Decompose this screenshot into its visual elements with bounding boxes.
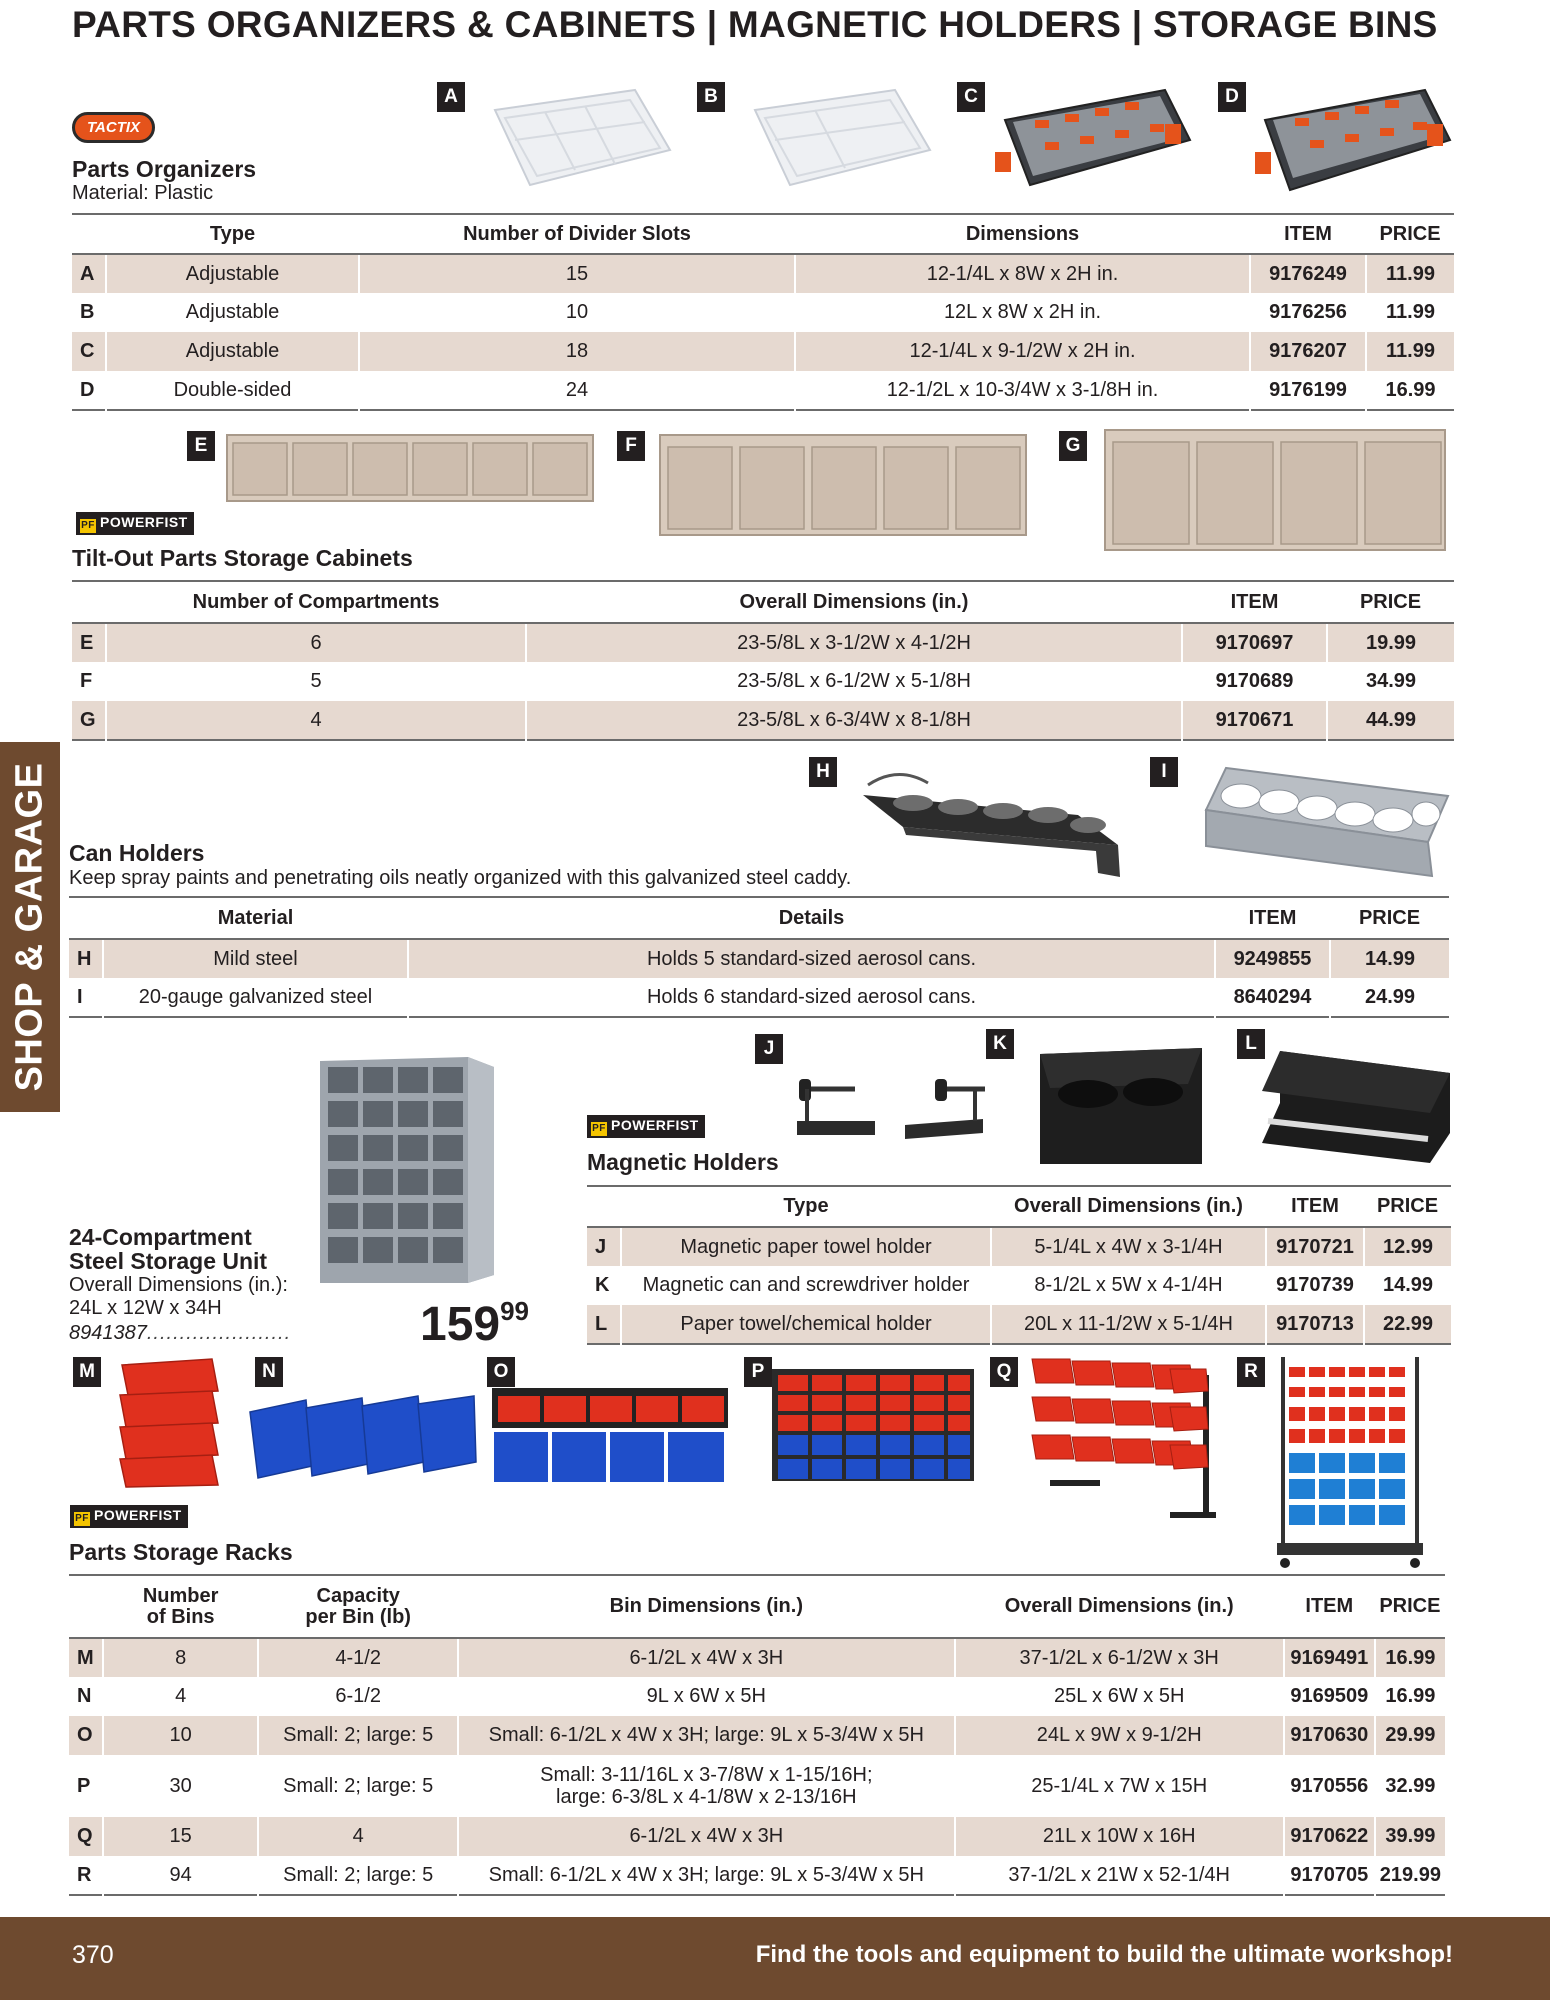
- row-letter: G: [72, 701, 106, 740]
- col-header-item: ITEM: [1250, 214, 1366, 254]
- row-bin-dimensions: Small: 6-1/2L x 4W x 3H; large: 9L x 5-3/4W x 5H: [458, 1856, 955, 1895]
- row-price: 19.99: [1327, 623, 1454, 662]
- footer: [0, 1917, 1550, 2000]
- row-price: 24.99: [1330, 978, 1449, 1017]
- row-price: 16.99: [1375, 1677, 1445, 1716]
- product-image-p: [770, 1367, 976, 1487]
- col-header-item: ITEM: [1284, 1575, 1375, 1638]
- product-image-b: [735, 80, 935, 200]
- product-image-storage-unit: [318, 1055, 496, 1285]
- leader-dots: ......................: [146, 1322, 292, 1344]
- racks-title: Parts Storage Racks: [69, 1539, 293, 1565]
- col-header-item: ITEM: [1215, 897, 1330, 939]
- image-label-k: K: [986, 1029, 1014, 1059]
- row-overall-dimensions: 37-1/2L x 6-1/2W x 3H: [955, 1638, 1284, 1677]
- table-row: [587, 1266, 1451, 1305]
- col-header: [587, 1186, 621, 1227]
- col-header: [72, 581, 106, 623]
- row-price: 29.99: [1375, 1716, 1445, 1755]
- product-image-h: [858, 765, 1128, 881]
- row-letter: E: [72, 623, 106, 662]
- row-bins: 10: [103, 1716, 258, 1755]
- row-dimensions: 12-1/2L x 10-3/4W x 3-1/8H in.: [795, 371, 1250, 410]
- row-item: 9170697: [1182, 623, 1327, 662]
- row-letter: N: [77, 1685, 92, 1707]
- row-letter: O: [69, 1716, 103, 1755]
- row-letter: M: [69, 1638, 103, 1677]
- image-label-g: G: [1059, 431, 1087, 461]
- col-header-item: ITEM: [1266, 1186, 1364, 1227]
- row-capacity: Small: 2; large: 5: [258, 1856, 458, 1895]
- image-label-m: M: [73, 1357, 101, 1387]
- image-label-r: R: [1237, 1357, 1265, 1387]
- row-price: 11.99: [1366, 332, 1454, 371]
- col-header-price: PRICE: [1366, 214, 1454, 254]
- row-item: 9176249: [1250, 254, 1366, 293]
- row-item: 9176199: [1250, 371, 1366, 410]
- row-slots: 24: [359, 371, 795, 410]
- product-image-n: [246, 1392, 478, 1484]
- product-image-k: [1038, 1044, 1204, 1168]
- row-dimensions: 12-1/4L x 9-1/2W x 2H in.: [795, 332, 1250, 371]
- magnetic-holders-table: [587, 1185, 1451, 1345]
- row-item: 8640294: [1215, 978, 1330, 1017]
- table-row: [587, 1305, 1451, 1344]
- storage-unit-price: [420, 1296, 529, 1352]
- row-letter: L: [587, 1305, 621, 1344]
- row-overall-dimensions: 21L x 10W x 16H: [955, 1817, 1284, 1856]
- col-header-compartments: Number of Compartments: [106, 581, 526, 623]
- row-material: Mild steel: [103, 939, 408, 978]
- table-row: [72, 662, 1454, 701]
- row-price: 34.99: [1327, 662, 1454, 701]
- table-header-row: [69, 1575, 1445, 1638]
- table-header-row: [72, 214, 1454, 254]
- row-dimensions: 23-5/8L x 6-3/4W x 8-1/8H: [526, 701, 1182, 740]
- row-letter: I: [77, 985, 83, 1008]
- col-header-price: PRICE: [1375, 1575, 1445, 1638]
- row-type: Adjustable: [106, 293, 359, 332]
- can-holders-title: Can Holders: [69, 840, 205, 866]
- col-header-overall-dimensions: Overall Dimensions (in.): [955, 1575, 1284, 1638]
- col-header-dimensions: Dimensions: [795, 214, 1250, 254]
- col-header-bins: Number of Bins: [103, 1575, 258, 1638]
- magnetic-holders-title: Magnetic Holders: [587, 1149, 779, 1175]
- col-header-dimensions: Overall Dimensions (in.): [991, 1186, 1266, 1227]
- row-bin-dimensions: 6-1/2L x 4W x 3H: [458, 1638, 955, 1677]
- parts-organizers-table: [72, 213, 1454, 411]
- row-price: 44.99: [1327, 701, 1454, 740]
- powerfist-logo: [587, 1115, 705, 1138]
- row-overall-dimensions: 25L x 6W x 5H: [955, 1677, 1284, 1716]
- row-capacity: 4: [258, 1817, 458, 1856]
- row-item: 9249855: [1215, 939, 1330, 978]
- row-dimensions: 8-1/2L x 5W x 4-1/4H: [991, 1266, 1266, 1305]
- row-capacity: 4-1/2: [258, 1638, 458, 1677]
- product-image-f: [658, 433, 1028, 539]
- col-header-price: PRICE: [1364, 1186, 1451, 1227]
- product-image-d: [1255, 80, 1455, 200]
- row-type: Adjustable: [106, 254, 359, 293]
- row-letter: K: [595, 1274, 610, 1296]
- footer-tagline: Find the tools and equipment to build the ultimate workshop!: [755, 1941, 1453, 1968]
- row-bin-dimensions: Small: 6-1/2L x 4W x 3H; large: 9L x 5-3/4W x 5H: [458, 1716, 955, 1755]
- row-letter: J: [587, 1227, 621, 1266]
- table-row: [72, 701, 1454, 740]
- col-header-dimensions: Overall Dimensions (in.): [526, 581, 1182, 623]
- row-price: 12.99: [1364, 1227, 1451, 1266]
- table-row: [72, 371, 1454, 410]
- image-label-q: Q: [990, 1357, 1018, 1387]
- row-bins: 15: [103, 1817, 258, 1856]
- powerfist-logo: [76, 512, 194, 535]
- row-bins: 94: [103, 1856, 258, 1895]
- row-item: 9169491: [1284, 1638, 1375, 1677]
- row-bins: 4: [103, 1677, 258, 1716]
- table-row: [69, 1677, 1445, 1716]
- col-header-material: Material: [103, 897, 408, 939]
- powerfist-logo-text: POWERFIST: [94, 1507, 182, 1523]
- can-holders-subtitle: Keep spray paints and penetrating oils neatly organized with this galvanized steel caddy.: [69, 867, 852, 889]
- row-letter: F: [80, 670, 93, 692]
- image-label-i: I: [1150, 757, 1178, 787]
- row-slots: 18: [359, 332, 795, 371]
- col-header-bin-dimensions: Bin Dimensions (in.): [458, 1575, 955, 1638]
- row-letter: H: [69, 939, 103, 978]
- image-label-b: B: [697, 82, 725, 112]
- product-image-r: [1275, 1353, 1425, 1571]
- col-header-type: Type: [621, 1186, 991, 1227]
- tilt-out-title: Tilt-Out Parts Storage Cabinets: [72, 545, 413, 571]
- row-type: Magnetic paper towel holder: [621, 1227, 991, 1266]
- row-compartments: 5: [106, 662, 526, 701]
- table-header-row: [72, 581, 1454, 623]
- row-dimensions: 12L x 8W x 2H in.: [795, 293, 1250, 332]
- product-image-l: [1260, 1043, 1452, 1165]
- row-item: 9170713: [1266, 1305, 1364, 1344]
- powerfist-mark-icon: PF: [592, 1123, 606, 1134]
- row-price: 219.99: [1375, 1856, 1445, 1895]
- product-image-j: [795, 1075, 995, 1145]
- image-label-e: E: [187, 431, 215, 461]
- table-row: [69, 1638, 1445, 1677]
- col-header: [69, 1575, 103, 1638]
- row-overall-dimensions: 37-1/2L x 21W x 52-1/4H: [955, 1856, 1284, 1895]
- row-letter: Q: [69, 1817, 103, 1856]
- row-type: Paper towel/chemical holder: [621, 1305, 991, 1344]
- row-letter: A: [72, 254, 106, 293]
- side-tab-label: SHOP & GARAGE: [8, 762, 51, 1092]
- storage-unit-title-1: 24-Compartment: [69, 1224, 252, 1250]
- product-image-a: [475, 80, 675, 200]
- product-image-m: [112, 1355, 224, 1489]
- image-label-a: A: [437, 82, 465, 112]
- page-title: PARTS ORGANIZERS & CABINETS | MAGNETIC HOLDERS | STORAGE BINS: [72, 4, 1438, 45]
- product-image-e: [225, 433, 595, 505]
- row-overall-dimensions: 24L x 9W x 9-1/2H: [955, 1716, 1284, 1755]
- row-item: 9170556: [1284, 1755, 1375, 1817]
- row-material: 20-gauge galvanized steel: [103, 978, 408, 1017]
- table-row: [69, 1856, 1445, 1895]
- row-dimensions: 20L x 11-1/2W x 5-1/4H: [991, 1305, 1266, 1344]
- col-header: [72, 214, 106, 254]
- row-item: 9170622: [1284, 1817, 1375, 1856]
- row-bins: 8: [103, 1638, 258, 1677]
- row-item: 9170721: [1266, 1227, 1364, 1266]
- price-cents: 99: [500, 1296, 530, 1326]
- page-number: 370: [72, 1941, 114, 1969]
- powerfist-logo-text: POWERFIST: [100, 514, 188, 530]
- side-tab: [0, 742, 60, 1112]
- row-letter: P: [77, 1774, 91, 1797]
- row-bins: 30: [103, 1755, 258, 1817]
- powerfist-mark-icon: PF: [75, 1513, 89, 1524]
- table-row: [69, 1755, 1445, 1817]
- table-row: [69, 978, 1449, 1017]
- col-header-type: Type: [106, 214, 359, 254]
- row-bin-dimensions: 6-1/2L x 4W x 3H: [458, 1817, 955, 1856]
- row-type: Magnetic can and screwdriver holder: [621, 1266, 991, 1305]
- col-header-price: PRICE: [1327, 581, 1454, 623]
- row-type: Double-sided: [106, 371, 359, 410]
- row-type: Adjustable: [106, 332, 359, 371]
- row-slots: 10: [359, 293, 795, 332]
- row-bin-dimensions: 9L x 6W x 5H: [458, 1677, 955, 1716]
- powerfist-logo-text: POWERFIST: [611, 1117, 699, 1133]
- col-header-price: PRICE: [1330, 897, 1449, 939]
- table-row: [69, 939, 1449, 978]
- row-price: 14.99: [1330, 939, 1449, 978]
- table-header-row: [587, 1186, 1451, 1227]
- row-price: 14.99: [1364, 1266, 1451, 1305]
- row-dimensions: 23-5/8L x 6-1/2W x 5-1/8H: [526, 662, 1182, 701]
- row-capacity: Small: 2; large: 5: [258, 1755, 458, 1817]
- table-row: [587, 1227, 1451, 1266]
- row-compartments: 6: [106, 623, 526, 662]
- row-item: 9170705: [1284, 1856, 1375, 1895]
- bin-dimensions-line-1: Small: 3-11/16L x 3-7/8W x 1-15/16H;: [540, 1764, 873, 1786]
- table-row: [72, 332, 1454, 371]
- image-label-c: C: [957, 82, 985, 112]
- row-letter: B: [80, 301, 95, 323]
- col-header: [69, 897, 103, 939]
- row-item: 9170739: [1266, 1266, 1364, 1305]
- image-label-f: F: [617, 431, 645, 461]
- row-letter: R: [77, 1863, 92, 1886]
- racks-table: [69, 1574, 1445, 1896]
- table-row: [69, 1716, 1445, 1755]
- parts-organizers-title: Parts Organizers: [72, 156, 257, 182]
- image-label-h: H: [809, 757, 837, 787]
- storage-unit-title-2: Steel Storage Unit: [69, 1248, 268, 1274]
- can-holders-table: [69, 896, 1449, 1018]
- storage-unit-item: [69, 1322, 291, 1345]
- row-dimensions: 5-1/4L x 4W x 3-1/4H: [991, 1227, 1266, 1266]
- row-item: 9170689: [1182, 662, 1327, 701]
- col-header-slots: Number of Divider Slots: [359, 214, 795, 254]
- table-row: [72, 254, 1454, 293]
- product-image-q: [1030, 1355, 1218, 1523]
- row-dimensions: 23-5/8L x 3-1/2W x 4-1/2H: [526, 623, 1182, 662]
- row-price: 22.99: [1364, 1305, 1451, 1344]
- tilt-out-table: [72, 580, 1454, 741]
- product-image-i: [1196, 760, 1452, 880]
- row-capacity: 6-1/2: [258, 1677, 458, 1716]
- row-details: Holds 6 standard-sized aerosol cans.: [408, 978, 1215, 1017]
- row-letter: D: [80, 378, 95, 401]
- row-item: 9170630: [1284, 1716, 1375, 1755]
- product-image-c: [995, 80, 1195, 200]
- row-bin-dimensions: [458, 1755, 955, 1817]
- row-letter: C: [72, 332, 106, 371]
- row-item: 9176256: [1250, 293, 1366, 332]
- storage-unit-dims-label: Overall Dimensions (in.):: [69, 1274, 288, 1296]
- row-price: 11.99: [1366, 254, 1454, 293]
- powerfist-mark-icon: PF: [81, 520, 95, 531]
- table-row: [72, 623, 1454, 662]
- tactix-logo: TACTIX: [72, 112, 155, 143]
- product-image-g: [1103, 428, 1447, 554]
- image-label-d: D: [1218, 82, 1246, 112]
- bin-dimensions-line-2: large: 6-3/8L x 4-1/8W x 2-13/16H: [556, 1786, 857, 1808]
- image-label-p: P: [744, 1357, 772, 1387]
- col-header-item: ITEM: [1182, 581, 1327, 623]
- row-item: 9169509: [1284, 1677, 1375, 1716]
- storage-unit-item-number: 8941387: [69, 1322, 147, 1344]
- col-header-capacity: Capacity per Bin (lb): [258, 1575, 458, 1638]
- row-price: 16.99: [1375, 1638, 1445, 1677]
- table-row: [72, 293, 1454, 332]
- row-item: 9176207: [1250, 332, 1366, 371]
- row-capacity: Small: 2; large: 5: [258, 1716, 458, 1755]
- row-price: 16.99: [1366, 371, 1454, 410]
- row-price: 39.99: [1375, 1817, 1445, 1856]
- row-dimensions: 12-1/4L x 8W x 2H in.: [795, 254, 1250, 293]
- table-row: [69, 1817, 1445, 1856]
- row-overall-dimensions: 25-1/4L x 7W x 15H: [955, 1755, 1284, 1817]
- row-compartments: 4: [106, 701, 526, 740]
- product-image-o: [488, 1384, 732, 1486]
- row-price: 11.99: [1366, 293, 1454, 332]
- row-slots: 15: [359, 254, 795, 293]
- image-label-o: O: [487, 1357, 515, 1387]
- image-label-n: N: [255, 1357, 283, 1387]
- storage-unit-dims: 24L x 12W x 34H: [69, 1297, 222, 1319]
- row-details: Holds 5 standard-sized aerosol cans.: [408, 939, 1215, 978]
- col-header-details: Details: [408, 897, 1215, 939]
- table-header-row: [69, 897, 1449, 939]
- image-label-j: J: [755, 1034, 783, 1064]
- row-item: 9170671: [1182, 701, 1327, 740]
- parts-organizers-subtitle: Material: Plastic: [72, 182, 214, 204]
- image-label-l: L: [1237, 1029, 1265, 1059]
- price-dollars: 159: [420, 1298, 501, 1351]
- row-price: 32.99: [1375, 1755, 1445, 1817]
- powerfist-logo: [70, 1505, 188, 1528]
